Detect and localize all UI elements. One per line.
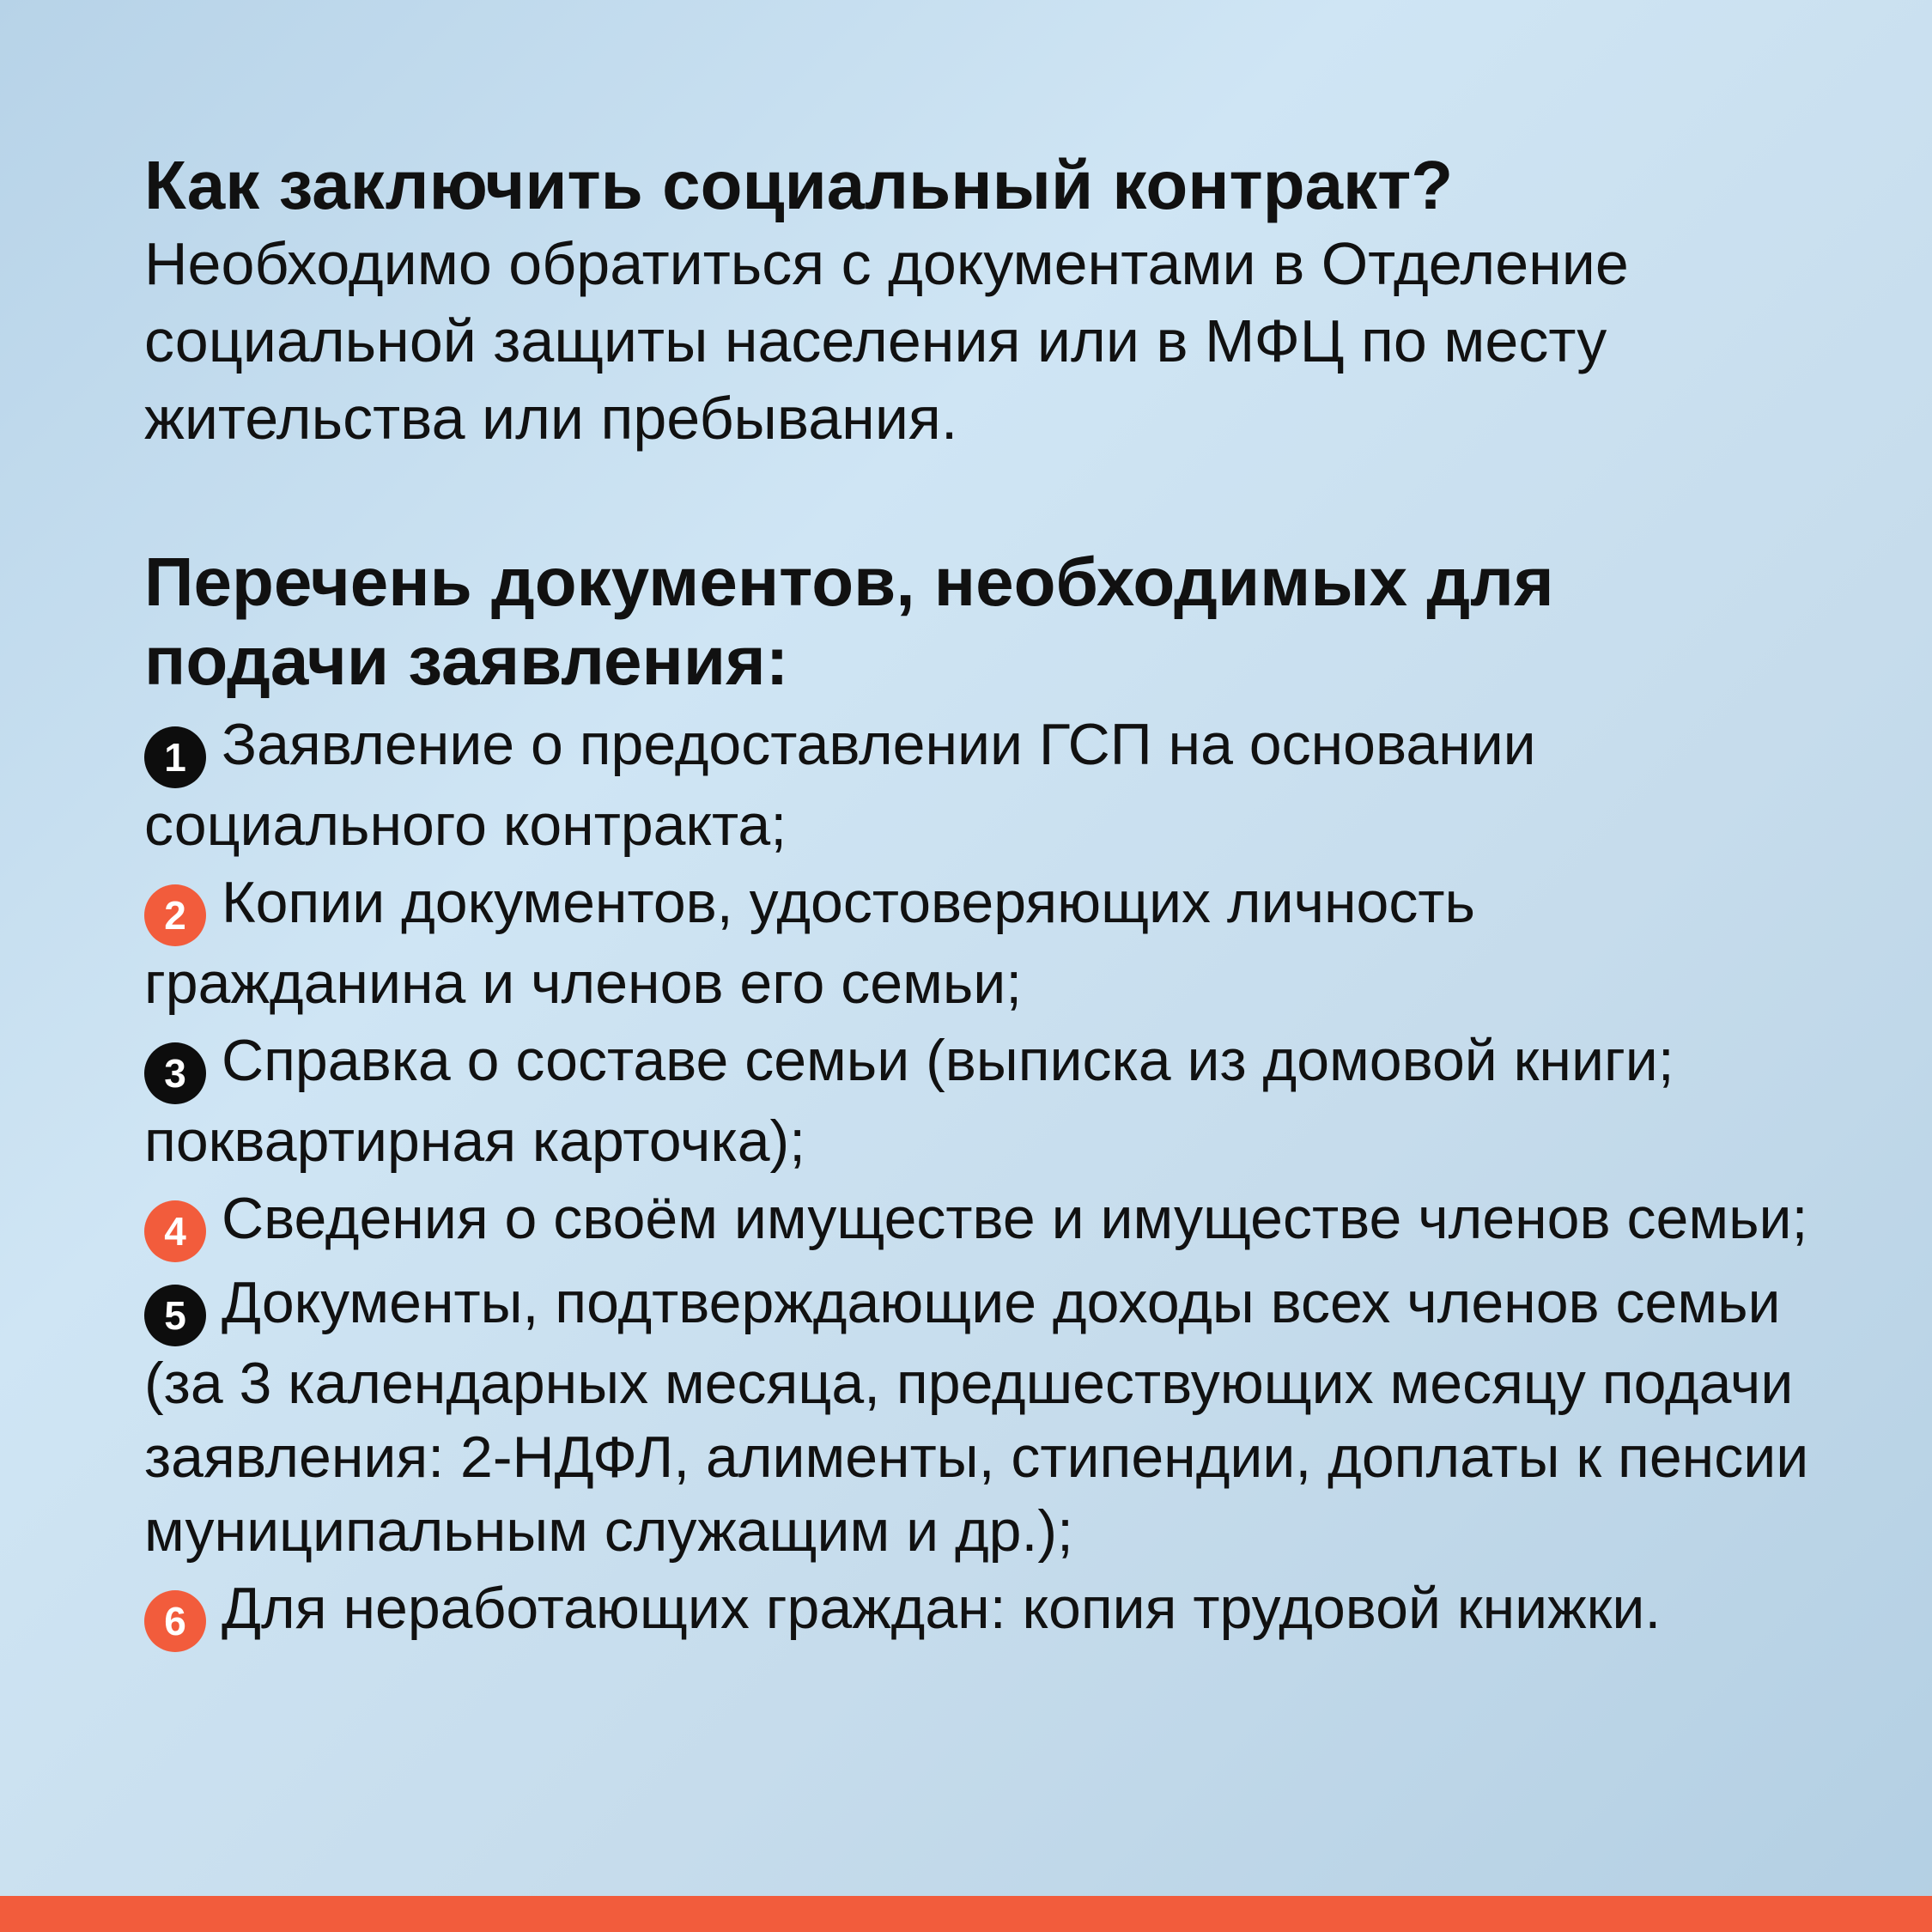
list-item-text: Сведения о своём имуществе и имуществе членов семьи; — [222, 1186, 1808, 1251]
documents-list — [144, 708, 1810, 1652]
list-item — [144, 1571, 1810, 1652]
list-item — [144, 1182, 1810, 1262]
section-title-documents: Перечень документов, необходимых для подачи заявления: — [144, 544, 1554, 699]
list-item — [144, 1024, 1810, 1178]
documents-section — [144, 543, 1810, 1652]
number-badge: 3 — [144, 1042, 206, 1104]
list-item-text: Заявление о предоставлении ГСП на основании социального контракта; — [144, 712, 1536, 858]
list-item — [144, 866, 1810, 1020]
list-item — [144, 708, 1810, 862]
number-badge: 5 — [144, 1285, 206, 1346]
list-item-text: Копии документов, удостоверяющих личность гражданина и членов его семьи; — [144, 870, 1475, 1016]
number-badge: 6 — [144, 1590, 206, 1652]
list-item-text: Документы, подтверждающие доходы всех членов семьи (за 3 календарных месяца, предшествующих месяцу подачи заявления: 2-НДФЛ, алименты, стипендии, доплаты к пенсии муниципальным служащим и др.); — [144, 1270, 1809, 1564]
bottom-accent-bar — [0, 1896, 1932, 1932]
list-item — [144, 1266, 1810, 1568]
number-badge: 2 — [144, 884, 206, 946]
number-badge: 1 — [144, 726, 206, 788]
section-title-how-to: Как заключить социальный контракт? — [144, 147, 1454, 223]
main-content — [144, 146, 1810, 1656]
number-badge: 4 — [144, 1200, 206, 1262]
section-text-how-to: Необходимо обратиться с документами в Отделение социальной защиты населения или в МФЦ по месту жительства или пребывания. — [144, 230, 1629, 452]
list-item-text: Для неработающих граждан: копия трудовой книжки. — [222, 1576, 1662, 1641]
list-item-text: Справка о составе семьи (выписка из домовой книги; поквартирная карточка); — [144, 1028, 1674, 1174]
